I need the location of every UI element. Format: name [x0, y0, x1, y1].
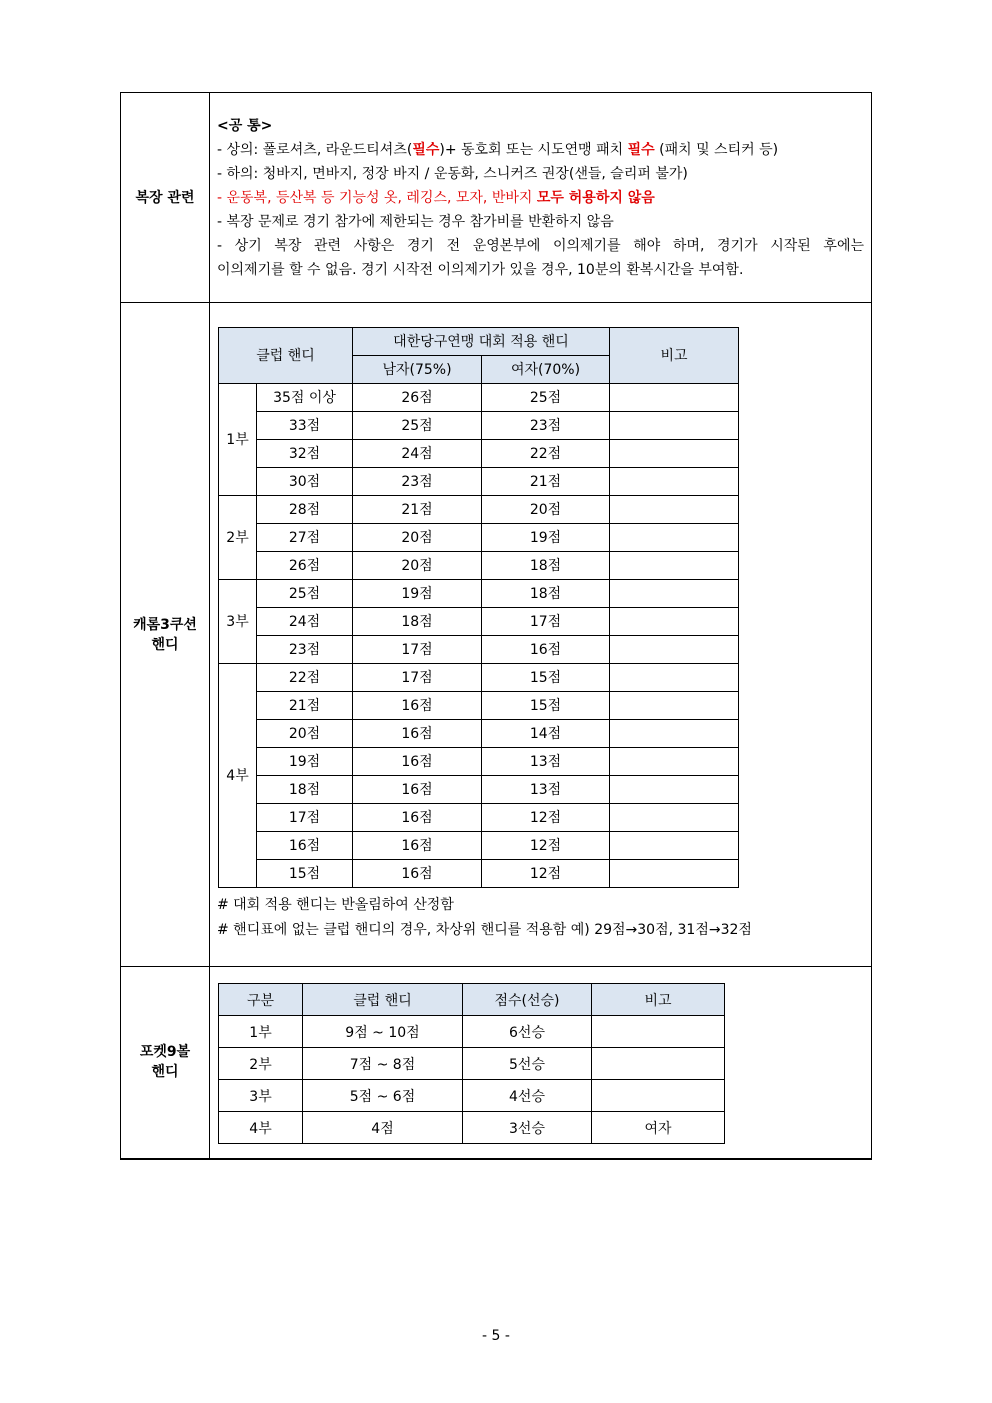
men-handicap-cell: 16점	[353, 691, 482, 719]
note-cell: 여자	[592, 1112, 725, 1144]
men-handicap-cell: 17점	[353, 635, 482, 663]
men-handicap-cell: 16점	[353, 747, 482, 775]
carom-note-next-higher: # 핸디표에 없는 클럽 핸디의 경우, 차상위 핸디를 적용함 예) 29점→30점, 31점→32점	[217, 921, 752, 938]
women-handicap-cell: 21점	[482, 467, 610, 495]
dress-heading: <공 통>	[217, 117, 273, 134]
women-handicap-cell: 25점	[482, 383, 610, 411]
dress-line-prohibited	[217, 186, 864, 210]
table-row	[219, 1048, 725, 1080]
note-cell	[610, 635, 739, 663]
note-cell	[610, 607, 739, 635]
men-handicap-cell: 20점	[353, 523, 482, 551]
table-row	[219, 1016, 725, 1048]
score-cell: 3선승	[463, 1112, 592, 1144]
header-club-handicap: 클럽 핸디	[303, 984, 463, 1016]
club-handicap-cell: 5점 ~ 6점	[303, 1080, 463, 1112]
men-handicap-cell: 16점	[353, 803, 482, 831]
men-handicap-cell: 23점	[353, 467, 482, 495]
header-note: 비고	[610, 327, 739, 383]
table-row	[219, 579, 739, 607]
women-handicap-cell: 13점	[482, 747, 610, 775]
division-cell: 3부	[219, 1080, 303, 1112]
table-row	[219, 383, 739, 411]
women-handicap-cell: 12점	[482, 859, 610, 887]
header-men: 남자(75%)	[353, 355, 482, 383]
note-cell	[592, 1048, 725, 1080]
pocket-label-line1: 포켓9볼	[139, 1044, 191, 1061]
dress-line-top-b: )+ 동호회 또는 시도연맹 패치	[439, 141, 628, 158]
men-handicap-cell: 25점	[353, 411, 482, 439]
carom-label-line2: 핸디	[151, 636, 179, 653]
women-handicap-cell: 15점	[482, 663, 610, 691]
men-handicap-cell: 16점	[353, 775, 482, 803]
score-cell: 5선승	[463, 1048, 592, 1080]
table-row	[219, 635, 739, 663]
score-cell: 4선승	[463, 1080, 592, 1112]
women-handicap-cell: 16점	[482, 635, 610, 663]
club-handicap-cell: 19점	[257, 747, 353, 775]
table-row	[219, 1080, 725, 1112]
table-row	[219, 775, 739, 803]
header-division: 구분	[219, 984, 303, 1016]
men-handicap-cell: 26점	[353, 383, 482, 411]
dress-line-refund: - 복장 문제로 경기 참가에 제한되는 경우 참가비를 반환하지 않음	[217, 213, 614, 230]
note-cell	[610, 579, 739, 607]
men-handicap-cell: 24점	[353, 439, 482, 467]
required-mark-2: 필수	[627, 141, 655, 158]
prohibited-items: - 운동복, 등산복 등 기능성 옷, 레깅스, 모자, 반바지	[217, 189, 537, 206]
page-number: - 5 -	[482, 1328, 510, 1344]
table-row	[219, 747, 739, 775]
note-cell	[610, 411, 739, 439]
women-handicap-cell: 19점	[482, 523, 610, 551]
note-cell	[610, 551, 739, 579]
note-cell	[610, 467, 739, 495]
women-handicap-cell: 12점	[482, 803, 610, 831]
table-row	[219, 859, 739, 887]
club-handicap-cell: 35점 이상	[257, 383, 353, 411]
carom-row	[121, 303, 872, 967]
dress-line-bottom: - 하의: 청바지, 면바지, 정장 바지 / 운동화, 스니커즈 권장(샌들, 슬리퍼 불가)	[217, 165, 688, 182]
carom-content	[210, 303, 872, 967]
note-cell	[592, 1080, 725, 1112]
note-cell	[610, 439, 739, 467]
men-handicap-cell: 16점	[353, 719, 482, 747]
women-handicap-cell: 14점	[482, 719, 610, 747]
club-handicap-cell: 17점	[257, 803, 353, 831]
division-cell: 3부	[219, 579, 257, 663]
women-handicap-cell: 17점	[482, 607, 610, 635]
club-handicap-cell: 33점	[257, 411, 353, 439]
women-handicap-cell: 12점	[482, 831, 610, 859]
table-row	[219, 607, 739, 635]
note-cell	[610, 831, 739, 859]
note-cell	[592, 1016, 725, 1048]
score-cell: 6선승	[463, 1016, 592, 1048]
dress-line-top	[217, 138, 864, 162]
women-handicap-cell: 20점	[482, 495, 610, 523]
table-row	[219, 803, 739, 831]
club-handicap-cell: 32점	[257, 439, 353, 467]
table-row	[219, 831, 739, 859]
women-handicap-cell: 18점	[482, 579, 610, 607]
women-handicap-cell: 23점	[482, 411, 610, 439]
division-cell: 1부	[219, 383, 257, 495]
club-handicap-cell: 7점 ~ 8점	[303, 1048, 463, 1080]
club-handicap-cell: 21점	[257, 691, 353, 719]
club-handicap-cell: 15점	[257, 859, 353, 887]
header-federation-handicap: 대한당구연맹 대회 적용 핸디	[353, 327, 610, 355]
division-cell: 4부	[219, 1112, 303, 1144]
club-handicap-cell: 27점	[257, 523, 353, 551]
pocket-handicap-table	[218, 983, 725, 1144]
pocket-content	[210, 967, 872, 1159]
note-cell	[610, 803, 739, 831]
table-row	[219, 691, 739, 719]
note-cell	[610, 859, 739, 887]
table-row	[219, 551, 739, 579]
club-handicap-cell: 22점	[257, 663, 353, 691]
table-row	[219, 467, 739, 495]
men-handicap-cell: 16점	[353, 859, 482, 887]
header-score: 점수(선승)	[463, 984, 592, 1016]
club-handicap-cell: 16점	[257, 831, 353, 859]
table-row	[219, 719, 739, 747]
table-row	[219, 663, 739, 691]
table-row	[219, 523, 739, 551]
note-cell	[610, 747, 739, 775]
note-cell	[610, 383, 739, 411]
division-cell: 1부	[219, 1016, 303, 1048]
division-cell: 4부	[219, 663, 257, 887]
dress-code-row	[121, 93, 872, 303]
pocket-label-line2: 핸디	[151, 1064, 179, 1081]
pocket-header-row	[219, 984, 725, 1016]
note-cell	[610, 775, 739, 803]
dress-line-top-c: (패치 및 스티커 등)	[654, 141, 779, 158]
note-cell	[610, 495, 739, 523]
rules-table	[120, 92, 872, 1160]
women-handicap-cell: 13점	[482, 775, 610, 803]
dress-line-objection-cont: 이의제기를 할 수 없음. 경기 시작전 이의제기가 있을 경우, 10분의 환복시간을 부여함.	[217, 261, 744, 278]
header-club-handicap: 클럽 핸디	[219, 327, 353, 383]
table-row	[219, 411, 739, 439]
dress-code-content	[210, 93, 872, 303]
note-cell	[610, 663, 739, 691]
header-note: 비고	[592, 984, 725, 1016]
carom-note-rounding: # 대회 적용 핸디는 반올림하여 산정함	[217, 896, 454, 913]
women-handicap-cell: 18점	[482, 551, 610, 579]
required-mark-1: 필수	[412, 141, 440, 158]
division-cell: 2부	[219, 1048, 303, 1080]
pocket-label	[121, 967, 210, 1159]
carom-header-row-1	[219, 327, 739, 355]
note-cell	[610, 719, 739, 747]
table-row	[219, 495, 739, 523]
men-handicap-cell: 19점	[353, 579, 482, 607]
note-cell	[610, 523, 739, 551]
prohibited-emphasis: 모두 허용하지 않음	[536, 189, 655, 206]
club-handicap-cell: 9점 ~ 10점	[303, 1016, 463, 1048]
men-handicap-cell: 21점	[353, 495, 482, 523]
club-handicap-cell: 30점	[257, 467, 353, 495]
carom-label	[121, 303, 210, 967]
dress-line-objection: - 상기 복장 관련 사항은 경기 전 운영본부에 이의제기를 해야 하며, 경기가 시작된 후에는	[217, 237, 864, 254]
table-row	[219, 439, 739, 467]
men-handicap-cell: 17점	[353, 663, 482, 691]
club-handicap-cell: 28점	[257, 495, 353, 523]
pocket-row	[121, 967, 872, 1159]
division-cell: 2부	[219, 495, 257, 579]
club-handicap-cell: 25점	[257, 579, 353, 607]
women-handicap-cell: 22점	[482, 439, 610, 467]
club-handicap-cell: 4점	[303, 1112, 463, 1144]
carom-label-line1: 캐롬3쿠션	[133, 616, 197, 633]
club-handicap-cell: 18점	[257, 775, 353, 803]
men-handicap-cell: 16점	[353, 831, 482, 859]
carom-handicap-table	[218, 327, 739, 888]
table-row	[219, 1112, 725, 1144]
men-handicap-cell: 18점	[353, 607, 482, 635]
club-handicap-cell: 26점	[257, 551, 353, 579]
dress-code-label: 복장 관련	[121, 93, 210, 303]
note-cell	[610, 691, 739, 719]
club-handicap-cell: 24점	[257, 607, 353, 635]
club-handicap-cell: 20점	[257, 719, 353, 747]
club-handicap-cell: 23점	[257, 635, 353, 663]
header-women: 여자(70%)	[482, 355, 610, 383]
dress-line-top-a: - 상의: 폴로셔츠, 라운드티셔츠(	[217, 141, 413, 158]
women-handicap-cell: 15점	[482, 691, 610, 719]
men-handicap-cell: 20점	[353, 551, 482, 579]
